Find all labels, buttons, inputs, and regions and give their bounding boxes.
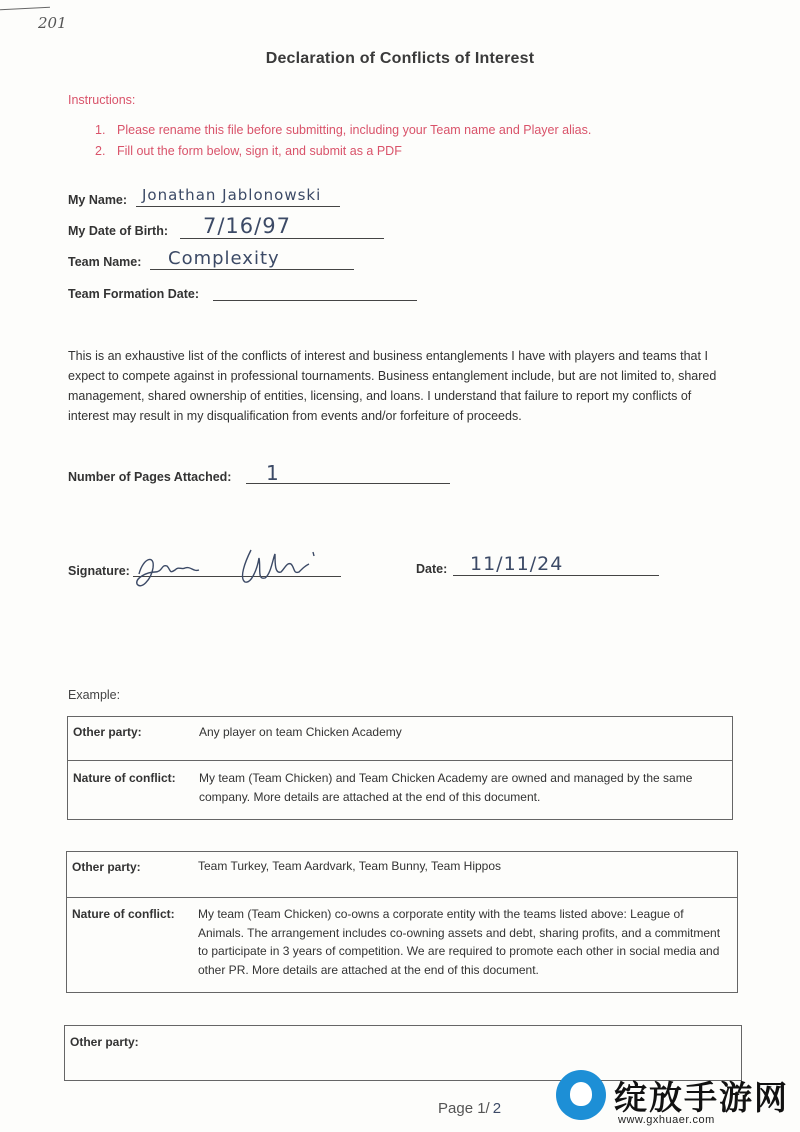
name-line bbox=[136, 206, 340, 207]
example-label: Example: bbox=[68, 688, 121, 702]
pages-attached-value[interactable]: 1 bbox=[266, 461, 280, 485]
dob-value[interactable]: 7/16/97 bbox=[203, 214, 291, 238]
instruction-item-2 bbox=[95, 144, 402, 158]
team-label: Team Name: bbox=[68, 255, 142, 269]
octopus-logo-icon bbox=[556, 1070, 606, 1120]
instructions-heading: Instructions: bbox=[68, 93, 136, 107]
date-value[interactable]: 11/11/24 bbox=[470, 553, 564, 575]
name-value[interactable]: Jonathan Jablonowski bbox=[142, 186, 322, 204]
name-label: My Name: bbox=[68, 193, 128, 207]
instruction-number: 1. bbox=[95, 123, 106, 137]
team-line bbox=[150, 269, 354, 270]
nature-of-conflict-value: My team (Team Chicken) co-owns a corporate entity with the teams listed above: League of Animals. The arrangement includes co-owning assets and debt, sharing profits, and a commitment to participate in 3 years of competition. We are required to promote each other in social media and other PR. More details are attached at the end of this document. bbox=[198, 907, 721, 977]
other-party-label: Other party: bbox=[70, 1035, 139, 1049]
page-number bbox=[438, 1100, 501, 1117]
conflict-box-2 bbox=[66, 851, 738, 993]
signature-label: Signature: bbox=[68, 564, 130, 578]
watermark-url: www.gxhuaer.com bbox=[618, 1114, 715, 1126]
page-title: Declaration of Conflicts of Interest bbox=[265, 50, 535, 67]
signature-scribble[interactable] bbox=[133, 544, 343, 596]
corner-note: 201 bbox=[38, 14, 67, 32]
corner-pen-stroke bbox=[0, 7, 50, 11]
pages-attached-label: Number of Pages Attached: bbox=[68, 470, 232, 484]
nature-of-conflict-label: Nature of conflict: bbox=[72, 907, 175, 921]
other-party-label: Other party: bbox=[72, 860, 141, 874]
formation-line bbox=[213, 300, 417, 301]
page-number-prefix: Page 1/ bbox=[438, 1100, 490, 1117]
nature-of-conflict-row bbox=[67, 897, 737, 994]
other-party-row bbox=[68, 717, 732, 759]
other-party-value: Any player on team Chicken Academy bbox=[199, 725, 402, 739]
team-value[interactable]: Complexity bbox=[168, 248, 280, 269]
nature-of-conflict-row bbox=[68, 760, 732, 821]
nature-of-conflict-label: Nature of conflict: bbox=[73, 771, 176, 785]
watermark-text: 绽放手游网 bbox=[614, 1078, 789, 1117]
nature-of-conflict-value: My team (Team Chicken) and Team Chicken Academy are owned and managed by the same company. More details are attached at the end of this document. bbox=[199, 771, 693, 804]
other-party-value: Team Turkey, Team Aardvark, Team Bunny, Team Hippos bbox=[198, 859, 502, 873]
dob-line bbox=[180, 238, 384, 239]
instruction-text: Fill out the form below, sign it, and submit as a PDF bbox=[117, 144, 402, 158]
other-party-label: Other party: bbox=[73, 725, 142, 739]
instruction-number: 2. bbox=[95, 144, 106, 158]
dob-label: My Date of Birth: bbox=[68, 224, 168, 238]
date-line bbox=[453, 575, 659, 576]
instruction-text: Please rename this file before submitting, including your Team name and Player alias. bbox=[117, 123, 592, 137]
page-number-total: 2 bbox=[492, 1100, 502, 1117]
other-party-row bbox=[67, 852, 737, 896]
example-conflict-box bbox=[67, 716, 733, 820]
site-watermark bbox=[552, 1062, 800, 1132]
statement-paragraph: This is an exhaustive list of the conflicts of interest and business entanglements I have with players and teams that I expect to compete against in professional tournaments. Business entanglement include, but are not limited to, shared management, shared ownership of entities, licensing, and loans. I understand that failure to report my conflicts of interest may result in my disqualification from events and/or forfeiture of proceeds. bbox=[68, 349, 717, 423]
date-label: Date: bbox=[416, 562, 448, 576]
instruction-item-1 bbox=[95, 123, 591, 137]
formation-label: Team Formation Date: bbox=[68, 287, 200, 301]
